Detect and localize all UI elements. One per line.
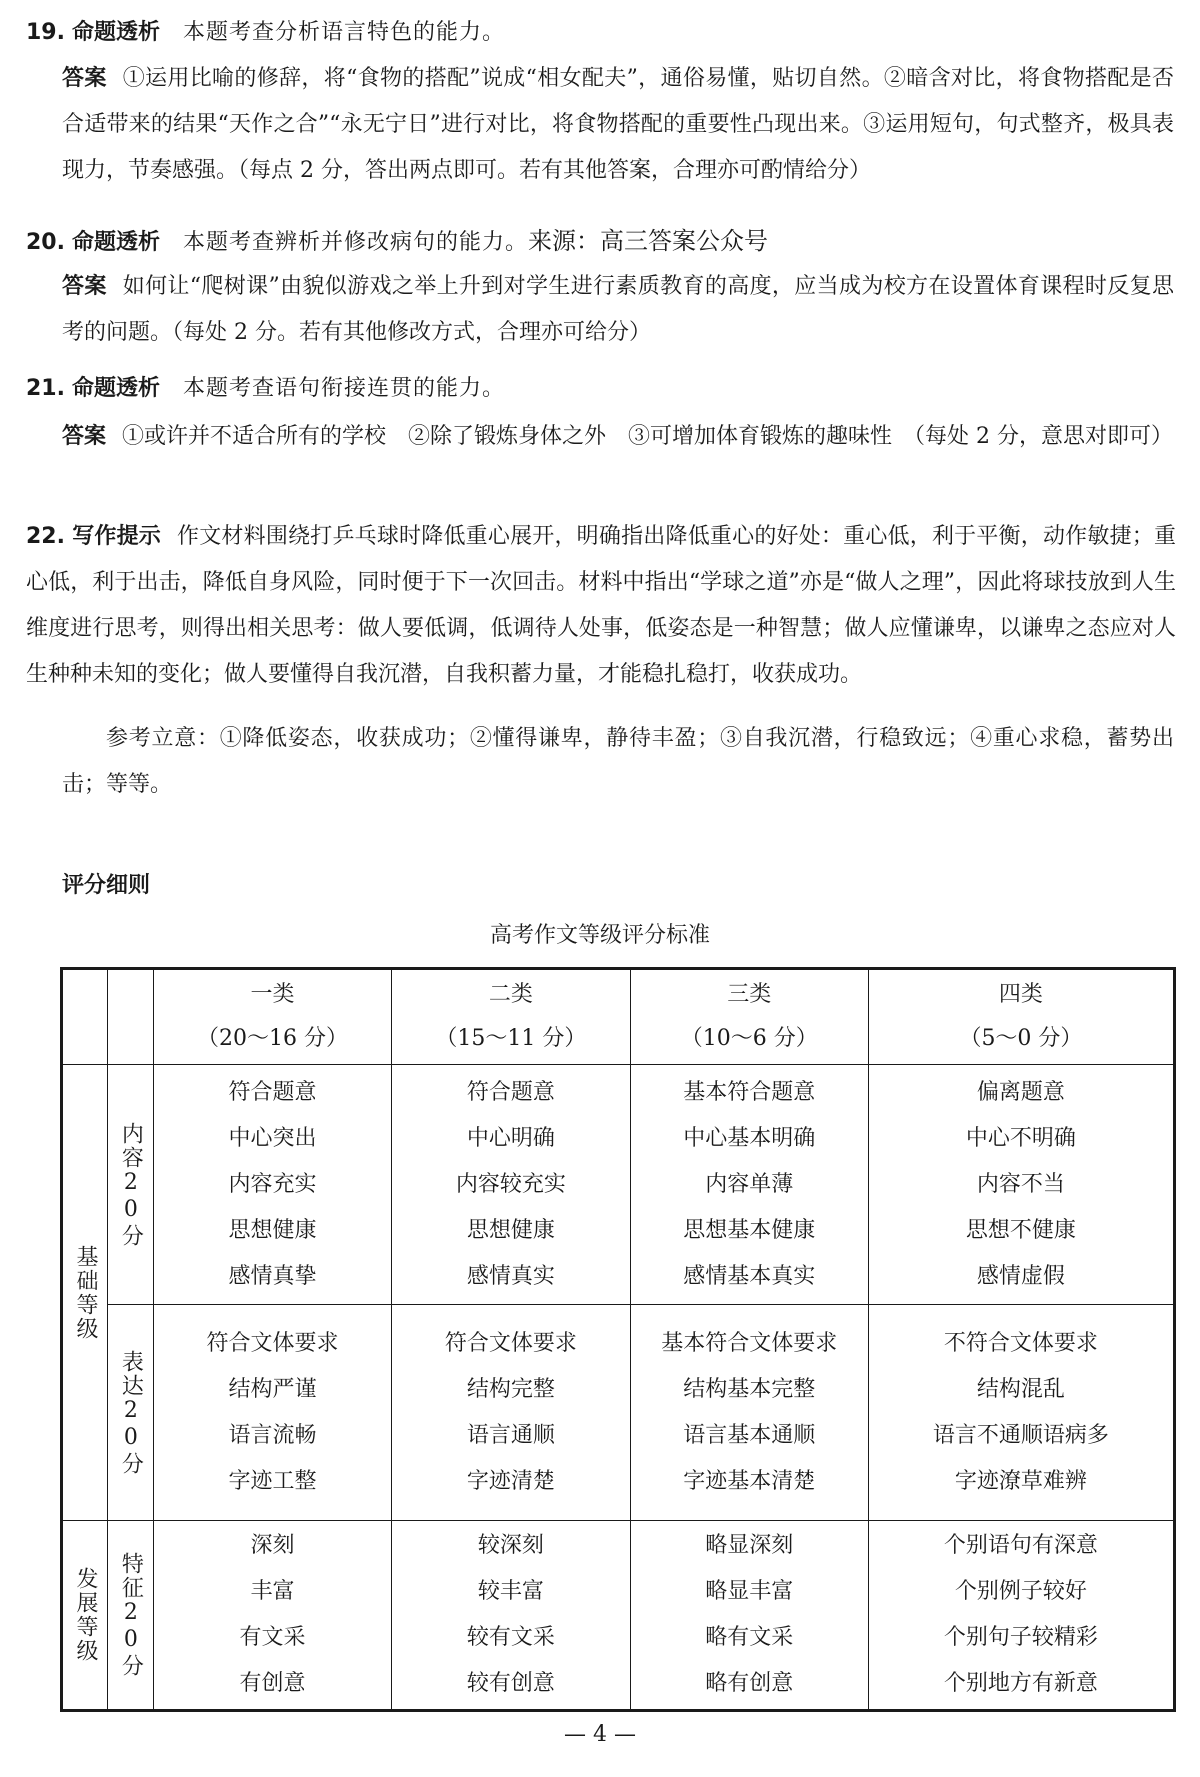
table-cell xyxy=(868,1305,1174,1521)
cell-line: 略显深刻 xyxy=(705,1533,794,1558)
col-range: （5～0 分） xyxy=(959,1026,1083,1051)
table-cell xyxy=(153,1521,391,1711)
table-cell xyxy=(630,1065,868,1305)
q19-header xyxy=(26,10,1176,56)
q19-label: 命题透析 xyxy=(71,20,160,45)
table-cell xyxy=(868,1065,1174,1305)
cell-line: 偏离题意 xyxy=(976,1079,1065,1105)
q20-source: 来源：高三答案公众号 xyxy=(528,227,769,255)
header-empty-cell xyxy=(62,969,108,1065)
table-title: 高考作文等级评分标准 xyxy=(489,923,710,948)
cell-line: 符合文体要求 xyxy=(444,1330,577,1356)
table-header-row xyxy=(62,969,1175,1065)
col-name: 二类 xyxy=(488,982,533,1007)
cell-line: 基本符合题意 xyxy=(683,1079,816,1105)
q20-number: 20. xyxy=(26,230,65,255)
cell-line: 结构完整 xyxy=(466,1376,555,1402)
header-col-2 xyxy=(392,969,630,1065)
table-cell xyxy=(392,1305,630,1521)
col-name: 三类 xyxy=(727,982,772,1007)
cell-line: 略有文采 xyxy=(705,1625,794,1650)
section-title: 评分细则 xyxy=(62,873,151,898)
q19-intro: 本题考查分析语言特色的能力。 xyxy=(183,20,506,45)
q20-answer xyxy=(62,264,1174,356)
header-empty-cell xyxy=(107,969,153,1065)
row-label-content xyxy=(107,1065,153,1305)
row-label: 特征20分 xyxy=(118,1552,144,1678)
q22-number: 22. xyxy=(26,524,65,549)
cell-line: 深刻 xyxy=(250,1533,295,1558)
col-range: （20～16 分） xyxy=(197,1026,348,1051)
table-cell xyxy=(153,1305,391,1521)
group-label: 基础等级 xyxy=(72,1244,98,1341)
q20-answer-label: 答案 xyxy=(62,274,107,299)
cell-line: 个别例子较好 xyxy=(954,1579,1087,1604)
cell-line: 结构基本完整 xyxy=(683,1376,816,1402)
q20-header xyxy=(26,218,1176,266)
cell-line: 思想基本健康 xyxy=(683,1217,816,1243)
cell-line: 内容充实 xyxy=(228,1171,317,1197)
row-label: 内容20分 xyxy=(118,1121,144,1248)
q19-answer xyxy=(62,56,1174,194)
q19-number: 19. xyxy=(26,20,65,45)
cell-line: 基本符合文体要求 xyxy=(661,1330,838,1356)
col-range: （10～6 分） xyxy=(680,1026,818,1051)
group-basic xyxy=(62,1065,108,1521)
cell-line: 内容单薄 xyxy=(705,1171,794,1197)
q22-text: 作文材料围绕打乒乓球时降低重心展开，明确指出降低重心的好处：重心低，利于平衡，动作敏捷；重心低，利于出击，降低自身风险，同时便于下一次回击。材料中指出“学球之道”亦是“做人之理”，因此将球技放到人生维度进行思考，则得出相关思考：做人要低调，低调待人处事，低姿态是一种智慧；做人应懂谦卑，以谦卑之态应对人生种种未知的变化；做人要懂得自我沉潜，自我积蓄力量，才能稳扎稳打，收获成功。 xyxy=(26,524,1176,687)
cell-line: 感情真实 xyxy=(466,1263,555,1289)
table-cell xyxy=(392,1065,630,1305)
cell-line: 较深刻 xyxy=(477,1533,544,1558)
cell-line: 不符合文体要求 xyxy=(943,1330,1098,1356)
cell-line: 思想健康 xyxy=(466,1217,555,1243)
q21-answer-label: 答案 xyxy=(62,424,107,449)
table-row-content xyxy=(62,1065,1175,1305)
table-cell xyxy=(630,1521,868,1711)
row-label-feature xyxy=(107,1521,153,1711)
row-label-expression xyxy=(107,1305,153,1521)
cell-line: 有文采 xyxy=(239,1625,306,1650)
q22-label: 写作提示 xyxy=(72,524,162,549)
table-cell xyxy=(630,1305,868,1521)
cell-line: 中心明确 xyxy=(466,1125,555,1151)
q21-answer-text: ①或许并不适合所有的学校 ②除了锻炼身体之外 ③可增加体育锻炼的趣味性 （每处 2 分，意思对即可） xyxy=(122,424,1174,449)
cell-line: 字迹工整 xyxy=(228,1468,317,1494)
q20-intro: 本题考查辨析并修改病句的能力。 xyxy=(183,230,529,255)
scoring-table xyxy=(60,967,1176,1712)
cell-line: 较有文采 xyxy=(466,1625,555,1650)
cell-line: 语言流畅 xyxy=(228,1422,317,1448)
cell-line: 内容较充实 xyxy=(455,1171,566,1197)
q21-header xyxy=(26,366,1176,412)
q22-reference: 参考立意：①降低姿态，收获成功；②懂得谦卑，静待丰盈；③自我沉潜，行稳致远；④重心求稳，蓄势出击；等等。 xyxy=(62,726,1174,797)
cell-line: 个别句子较精彩 xyxy=(943,1625,1098,1650)
cell-line: 感情真挚 xyxy=(228,1263,317,1289)
cell-line: 个别地方有新意 xyxy=(943,1671,1098,1696)
col-name: 四类 xyxy=(998,982,1043,1007)
cell-line: 中心基本明确 xyxy=(683,1125,816,1151)
col-range: （15～11 分） xyxy=(435,1026,587,1051)
q19-answer-text: ①运用比喻的修辞，将“食物的搭配”说成“相女配夫”，通俗易懂，贴切自然。②暗含对比，将食物搭配是否合适带来的结果“天作之合”“永无宁日”进行对比，将食物搭配的重要性凸现出来。③运用短句，句式整齐，极具表现力，节奏感强。（每点 2 分，答出两点即可。若有其他答案，合理亦可酌情给分） xyxy=(62,66,1174,183)
table-cell xyxy=(153,1065,391,1305)
page-number: — 4 — xyxy=(564,1722,636,1747)
cell-line: 感情虚假 xyxy=(976,1263,1065,1289)
q20-answer-text: 如何让“爬树课”由貌似游戏之举上升到对学生进行素质教育的高度，应当成为校方在设置体育课程时反复思考的问题。（每处 2 分。若有其他修改方式，合理亦可给分） xyxy=(62,274,1174,345)
cell-line: 字迹潦草难辨 xyxy=(954,1468,1087,1494)
cell-line: 符合题意 xyxy=(466,1079,555,1105)
q21-intro: 本题考查语句衔接连贯的能力。 xyxy=(183,376,506,401)
cell-line: 符合文体要求 xyxy=(206,1330,339,1356)
header-col-4 xyxy=(868,969,1174,1065)
header-col-1 xyxy=(153,969,391,1065)
cell-line: 略有创意 xyxy=(705,1671,794,1696)
q19-answer-label: 答案 xyxy=(62,66,107,91)
cell-line: 感情基本真实 xyxy=(683,1263,816,1289)
group-label: 发展等级 xyxy=(72,1567,98,1663)
cell-line: 语言基本通顺 xyxy=(683,1422,816,1448)
cell-line: 略显丰富 xyxy=(705,1579,794,1604)
cell-line: 结构严谨 xyxy=(228,1376,317,1402)
cell-line: 结构混乱 xyxy=(976,1376,1065,1402)
cell-line: 字迹基本清楚 xyxy=(683,1468,816,1494)
table-cell xyxy=(392,1521,630,1711)
cell-line: 思想健康 xyxy=(228,1217,317,1243)
row-label: 表达20分 xyxy=(118,1349,144,1476)
cell-line: 中心突出 xyxy=(228,1125,317,1151)
cell-line: 语言通顺 xyxy=(466,1422,555,1448)
q22-block xyxy=(26,514,1176,698)
header-col-3 xyxy=(630,969,868,1065)
q21-label: 命题透析 xyxy=(71,376,160,401)
cell-line: 较丰富 xyxy=(477,1579,544,1604)
cell-line: 内容不当 xyxy=(976,1171,1065,1197)
q20-label: 命题透析 xyxy=(71,230,160,255)
q21-number: 21. xyxy=(26,376,65,401)
cell-line: 有创意 xyxy=(239,1671,306,1696)
cell-line: 较有创意 xyxy=(466,1671,555,1696)
cell-line: 丰富 xyxy=(250,1579,295,1604)
table-row-expression xyxy=(62,1305,1175,1521)
q21-answer xyxy=(62,414,1174,460)
cell-line: 思想不健康 xyxy=(965,1217,1076,1243)
table-cell xyxy=(868,1521,1174,1711)
group-development xyxy=(62,1521,108,1711)
cell-line: 中心不明确 xyxy=(965,1125,1076,1151)
cell-line: 语言不通顺语病多 xyxy=(932,1422,1109,1448)
table-row-feature xyxy=(62,1521,1175,1711)
cell-line: 个别语句有深意 xyxy=(943,1533,1098,1558)
cell-line: 符合题意 xyxy=(228,1079,317,1105)
cell-line: 字迹清楚 xyxy=(466,1468,555,1494)
col-name: 一类 xyxy=(250,982,295,1007)
